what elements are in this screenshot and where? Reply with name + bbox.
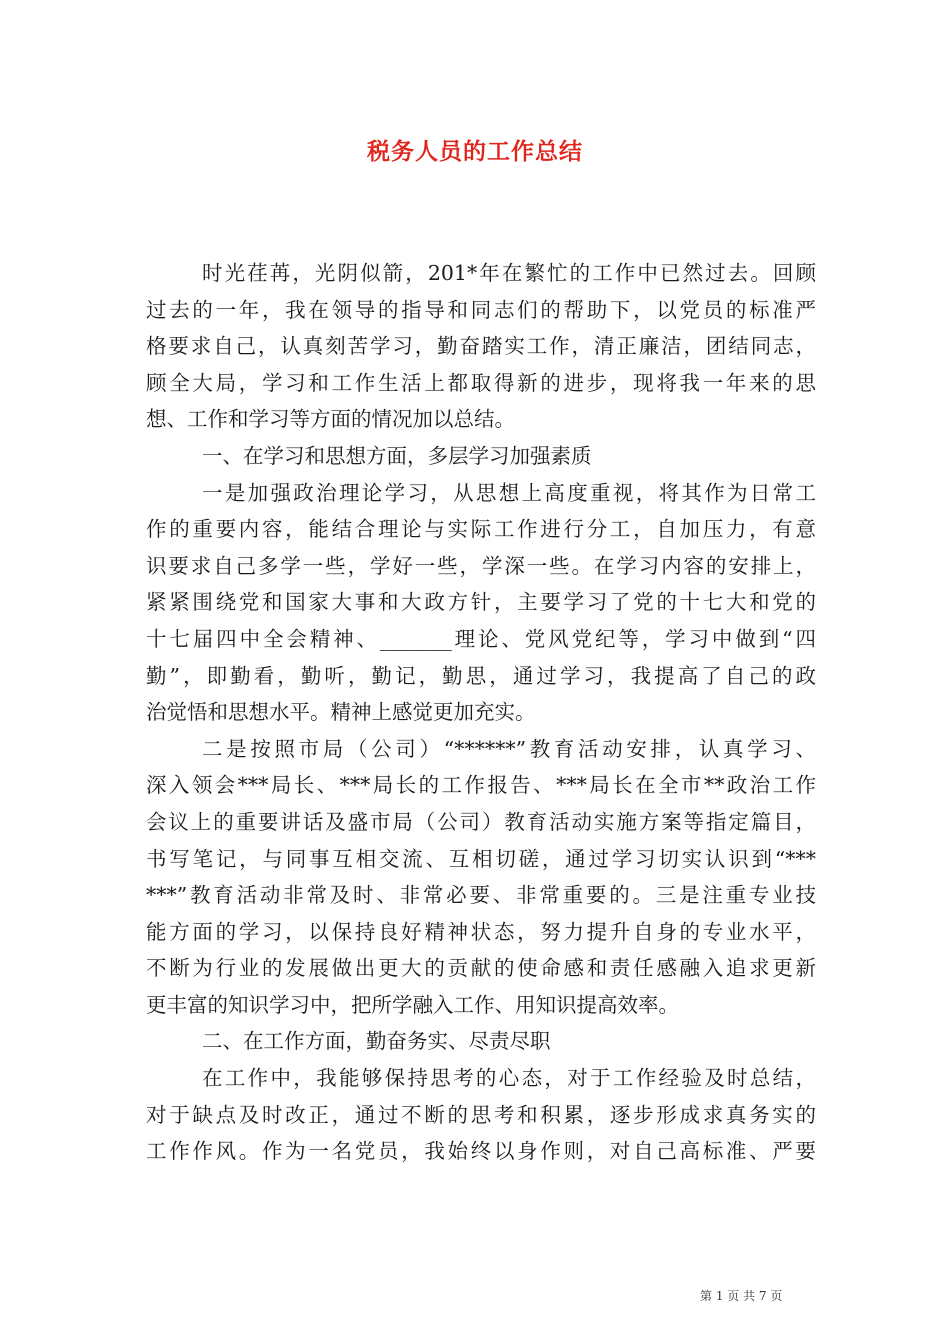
text-line: 作的重要内容，能结合理论与实际工作进行分工，自加压力，有意 <box>146 517 816 542</box>
text-line: 工作作风。作为一名党员，我始终以身作则，对自己高标准、严要 <box>146 1139 816 1164</box>
text-line: 对于缺点及时改正，通过不断的思考和积累，逐步形成求真务实的 <box>146 1102 816 1127</box>
text-line: 顾全大局，学习和工作生活上都取得新的进步，现将我一年来的思 <box>146 370 816 395</box>
text-line: 勤”，即勤看，勤听，勤记，勤思，通过学习，我提高了自己的政 <box>146 663 816 688</box>
document-body <box>146 255 816 1170</box>
text-line: 一是加强政治理论学习，从思想上高度重视，将其作为日常工 <box>202 480 816 505</box>
text-line: 更丰富的知识学习中，把所学融入工作、用知识提高效率。 <box>146 992 679 1017</box>
text-line: 二、在工作方面，勤奋务实、尽责尽职 <box>202 1029 551 1054</box>
text-line: 治觉悟和思想水平。精神上感觉更加充实。 <box>146 700 536 725</box>
text-line: 想、工作和学习等方面的情况加以总结。 <box>146 407 515 432</box>
text-line: 识要求自己多学一些，学好一些，学深一些。在学习内容的安排上， <box>146 553 816 578</box>
text-line: 二是按照市局（公司）“******”教育活动安排，认真学习、 <box>202 736 816 761</box>
text-line: 不断为行业的发展做出更大的贡献的使命感和责任感融入追求更新 <box>146 956 816 981</box>
text-line: 能方面的学习，以保持良好精神状态，努力提升自身的专业水平， <box>146 919 816 944</box>
document-title: 税务人员的工作总结 <box>367 138 583 165</box>
text-line: 过去的一年，我在领导的指导和同志们的帮助下，以党员的标准严 <box>146 297 816 322</box>
text-line: 在工作中，我能够保持思考的心态，对于工作经验及时总结， <box>202 1066 816 1091</box>
text-line: 十七届四中全会精神、_______理论、党风党纪等，学习中做到“四 <box>146 626 816 651</box>
text-line: 格要求自己，认真刻苦学习，勤奋踏实工作，清正廉洁，团结同志， <box>146 334 816 359</box>
text-line: 书写笔记，与同事互相交流、互相切磋，通过学习切实认识到“*** <box>146 846 816 871</box>
text-line: 时光荏苒，光阴似箭，201*年在繁忙的工作中已然过去。回顾 <box>202 261 816 285</box>
text-line: 一、在学习和思想方面，多层学习加强素质 <box>202 443 592 468</box>
page-number-footer: 第 1 页 共 7 页 <box>700 1289 783 1303</box>
text-line: ***”教育活动非常及时、非常必要、非常重要的。三是注重专业技 <box>146 883 816 908</box>
text-line: 深入领会***局长、***局长的工作报告、***局长在全市**政治工作 <box>146 773 816 798</box>
text-line: 紧紧围绕党和国家大事和大政方针，主要学习了党的十七大和党的 <box>146 590 816 615</box>
text-line: 会议上的重要讲话及盛市局（公司）教育活动实施方案等指定篇目， <box>146 809 816 834</box>
